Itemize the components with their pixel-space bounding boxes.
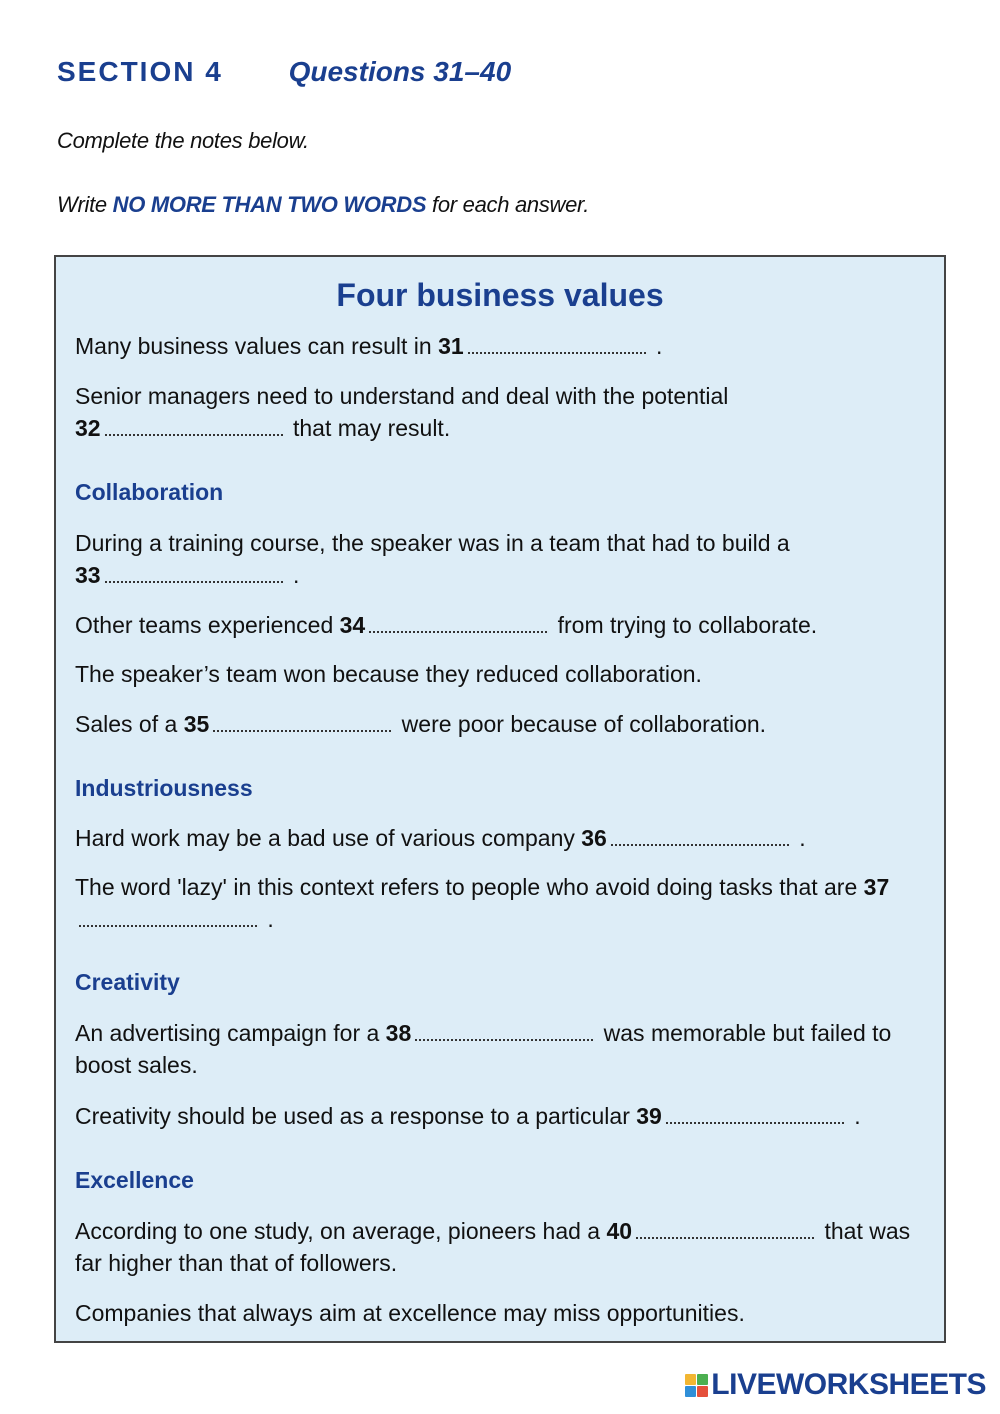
note-text: . (286, 562, 300, 588)
note-text: Creativity should be used as a response to a particular (75, 1103, 637, 1129)
answer-blank-36[interactable] (611, 842, 789, 846)
question-number-38: 38 (385, 1020, 412, 1046)
answer-blank-39[interactable] (666, 1120, 844, 1124)
answer-blank-35[interactable] (213, 728, 391, 732)
logo-square (697, 1374, 708, 1385)
question-number-35: 35 (183, 711, 210, 737)
note-text: were poor because of collaboration. (395, 711, 767, 737)
section-label: SECTION 4 (57, 56, 223, 87)
logo-square (685, 1386, 696, 1397)
note-text: . (847, 1103, 861, 1129)
liveworksheets-logo-icon (685, 1374, 708, 1397)
answer-blank-38[interactable] (415, 1037, 593, 1041)
question-number-39: 39 (636, 1103, 662, 1129)
note-39 (75, 1100, 928, 1132)
question-number-31: 31 (438, 333, 464, 359)
answer-blank-37[interactable] (79, 923, 257, 927)
note-38 (75, 1017, 928, 1081)
note-team-won: The speaker’s team won because they reduced collaboration. (75, 661, 702, 687)
note-text: Senior managers need to understand and deal with the potential (75, 383, 729, 409)
liveworksheets-logo (685, 1368, 986, 1402)
heading-creativity: Creativity (75, 969, 180, 995)
note-text: . (261, 906, 274, 932)
instruction-prefix: Write (57, 192, 113, 217)
note-text: Hard work may be a bad use of various company (75, 825, 582, 851)
note-31 (75, 330, 928, 362)
note-36 (75, 822, 928, 854)
note-34 (75, 609, 928, 641)
question-number-36: 36 (581, 825, 607, 851)
logo-square (697, 1386, 708, 1397)
note-40 (75, 1215, 928, 1279)
note-33 (75, 527, 928, 591)
note-text: . (792, 825, 806, 851)
instruction-word-limit (57, 192, 589, 218)
note-text: An advertising campaign for a (75, 1020, 386, 1046)
note-text: that may result. (286, 415, 451, 441)
note-text: Sales of a (75, 711, 184, 737)
heading-collaboration: Collaboration (75, 479, 224, 505)
answer-blank-31[interactable] (468, 350, 646, 354)
question-number-33: 33 (75, 562, 101, 588)
heading-industriousness: Industriousness (75, 775, 253, 801)
note-text: Other teams experienced (75, 612, 340, 638)
note-text: from trying to collaborate. (551, 612, 818, 638)
instruction-complete-notes: Complete the notes below. (57, 128, 309, 153)
answer-blank-32[interactable] (105, 432, 283, 436)
logo-square (685, 1374, 696, 1385)
note-excellence-opportunities: Companies that always aim at excellence may miss opportunities. (75, 1300, 745, 1326)
heading-excellence: Excellence (75, 1167, 194, 1193)
question-number-34: 34 (339, 612, 366, 638)
note-35 (75, 708, 928, 740)
note-text: was memorable but failed to boost sales. (75, 1020, 892, 1078)
note-text: Many business values can result in (75, 333, 439, 359)
answer-blank-34[interactable] (369, 629, 547, 633)
question-number-37: 37 (863, 874, 890, 900)
word-limit-emphasis: NO MORE THAN TWO WORDS (112, 192, 427, 217)
questions-range: Questions 31–40 (288, 56, 512, 87)
instruction-suffix: for each answer. (426, 192, 590, 217)
note-text: During a training course, the speaker was in a team that had to build a (75, 530, 790, 556)
question-number-40: 40 (606, 1218, 633, 1244)
note-text: According to one study, on average, pioneers had a (75, 1218, 607, 1244)
note-text: . (649, 333, 663, 359)
question-number-32: 32 (75, 415, 101, 441)
note-text: that was far higher than that of followers. (75, 1218, 911, 1276)
brand-text: LIVEWORKSHEETS (711, 1368, 986, 1401)
note-32 (75, 380, 928, 444)
answer-blank-33[interactable] (105, 579, 283, 583)
section-heading (57, 56, 511, 88)
note-text: The word 'lazy' in this context refers to people who avoid doing tasks that are (75, 874, 864, 900)
notes-title: Four business values (336, 277, 664, 313)
answer-blank-40[interactable] (636, 1235, 814, 1239)
notes-box (54, 255, 946, 1343)
note-37 (75, 871, 928, 935)
